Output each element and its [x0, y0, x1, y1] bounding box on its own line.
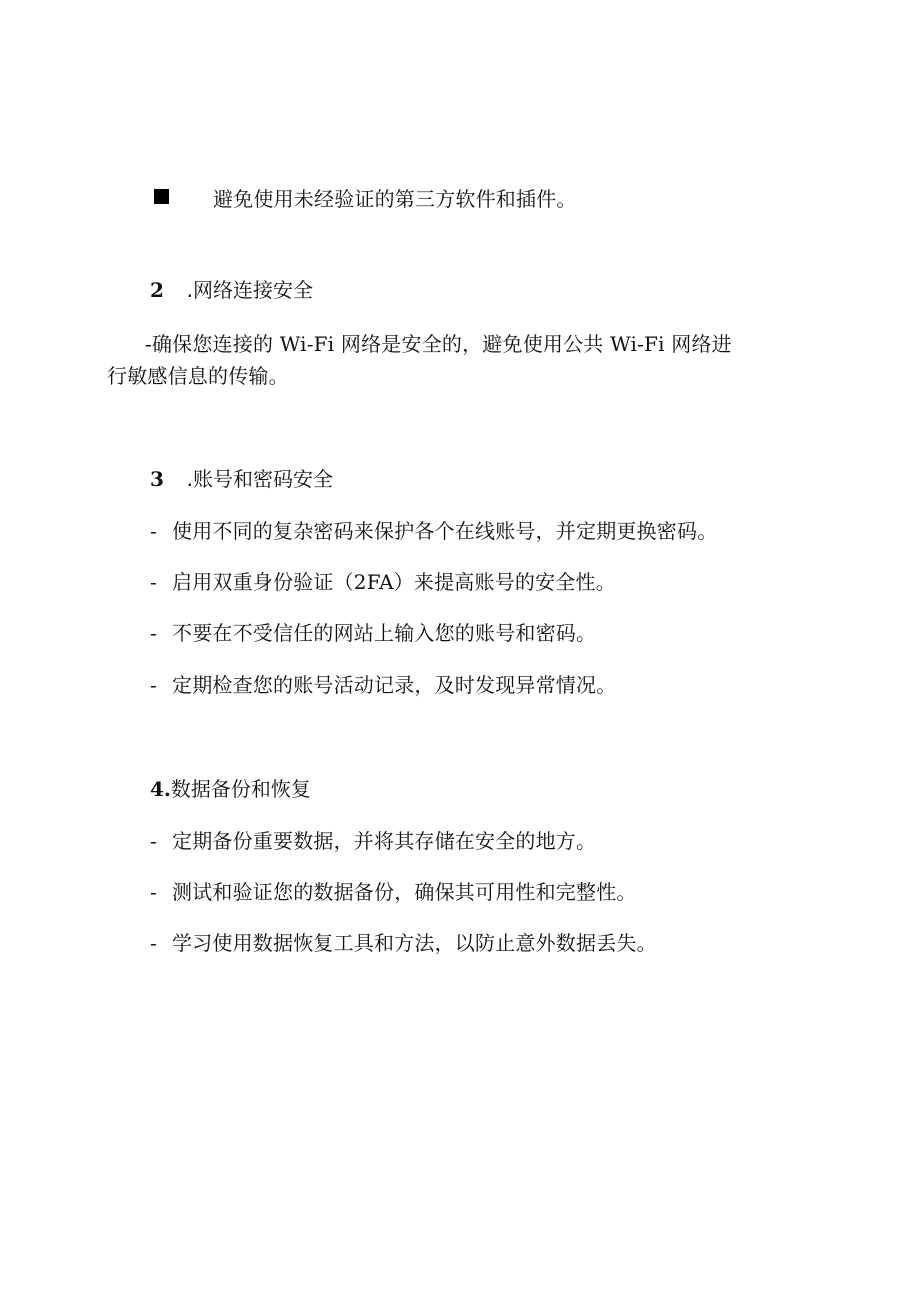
section-title: 数据备份和恢复 [170, 777, 311, 801]
list-item-text: 定期备份重要数据，并将其存储在安全的地方。 [172, 829, 597, 853]
network-paragraph-line-1: -确保您连接的 Wi-Fi 网络是安全的，避免使用公共 Wi-Fi 网络进 [145, 332, 732, 356]
dash-marker: - [150, 519, 157, 543]
list-item-text: 启用双重身份验证（2FA）来提高账号的安全性。 [172, 570, 616, 594]
square-bullet-icon [154, 189, 169, 204]
list-item-text: 测试和验证您的数据备份，确保其可用性和完整性。 [172, 880, 637, 904]
list-item [150, 517, 717, 545]
list-item [150, 619, 596, 647]
list-item-text: 学习使用数据恢复工具和方法，以防止意外数据丢失。 [172, 931, 657, 955]
section-title: .账号和密码安全 [186, 467, 333, 491]
dash-marker: - [150, 570, 157, 594]
dash-marker: - [150, 829, 157, 853]
section-heading-account [150, 465, 333, 493]
list-item [150, 878, 637, 906]
list-item [150, 671, 616, 699]
dash-marker: - [150, 673, 157, 697]
dash-marker: - [150, 931, 157, 955]
list-item [150, 568, 616, 596]
list-item-text: 定期检查您的账号活动记录，及时发现异常情况。 [172, 673, 617, 697]
list-item-text: 不要在不受信任的网站上输入您的账号和密码。 [172, 621, 597, 645]
section-heading-backup [150, 775, 311, 803]
list-item-text: 使用不同的复杂密码来保护各个在线账号，并定期更换密码。 [172, 519, 718, 543]
list-item [150, 929, 657, 957]
network-paragraph-line-2: 行敏感信息的传输。 [107, 364, 289, 388]
dash-marker: - [150, 621, 157, 645]
bullet-item-text: 避免使用未经验证的第三方软件和插件。 [213, 187, 577, 211]
list-item [150, 827, 596, 855]
section-number: 4. [150, 777, 171, 801]
section-heading-network [150, 276, 313, 304]
section-number: 3 [150, 467, 164, 491]
section-title: .网络连接安全 [186, 278, 313, 302]
section-number: 2 [150, 278, 164, 302]
dash-marker: - [150, 880, 157, 904]
